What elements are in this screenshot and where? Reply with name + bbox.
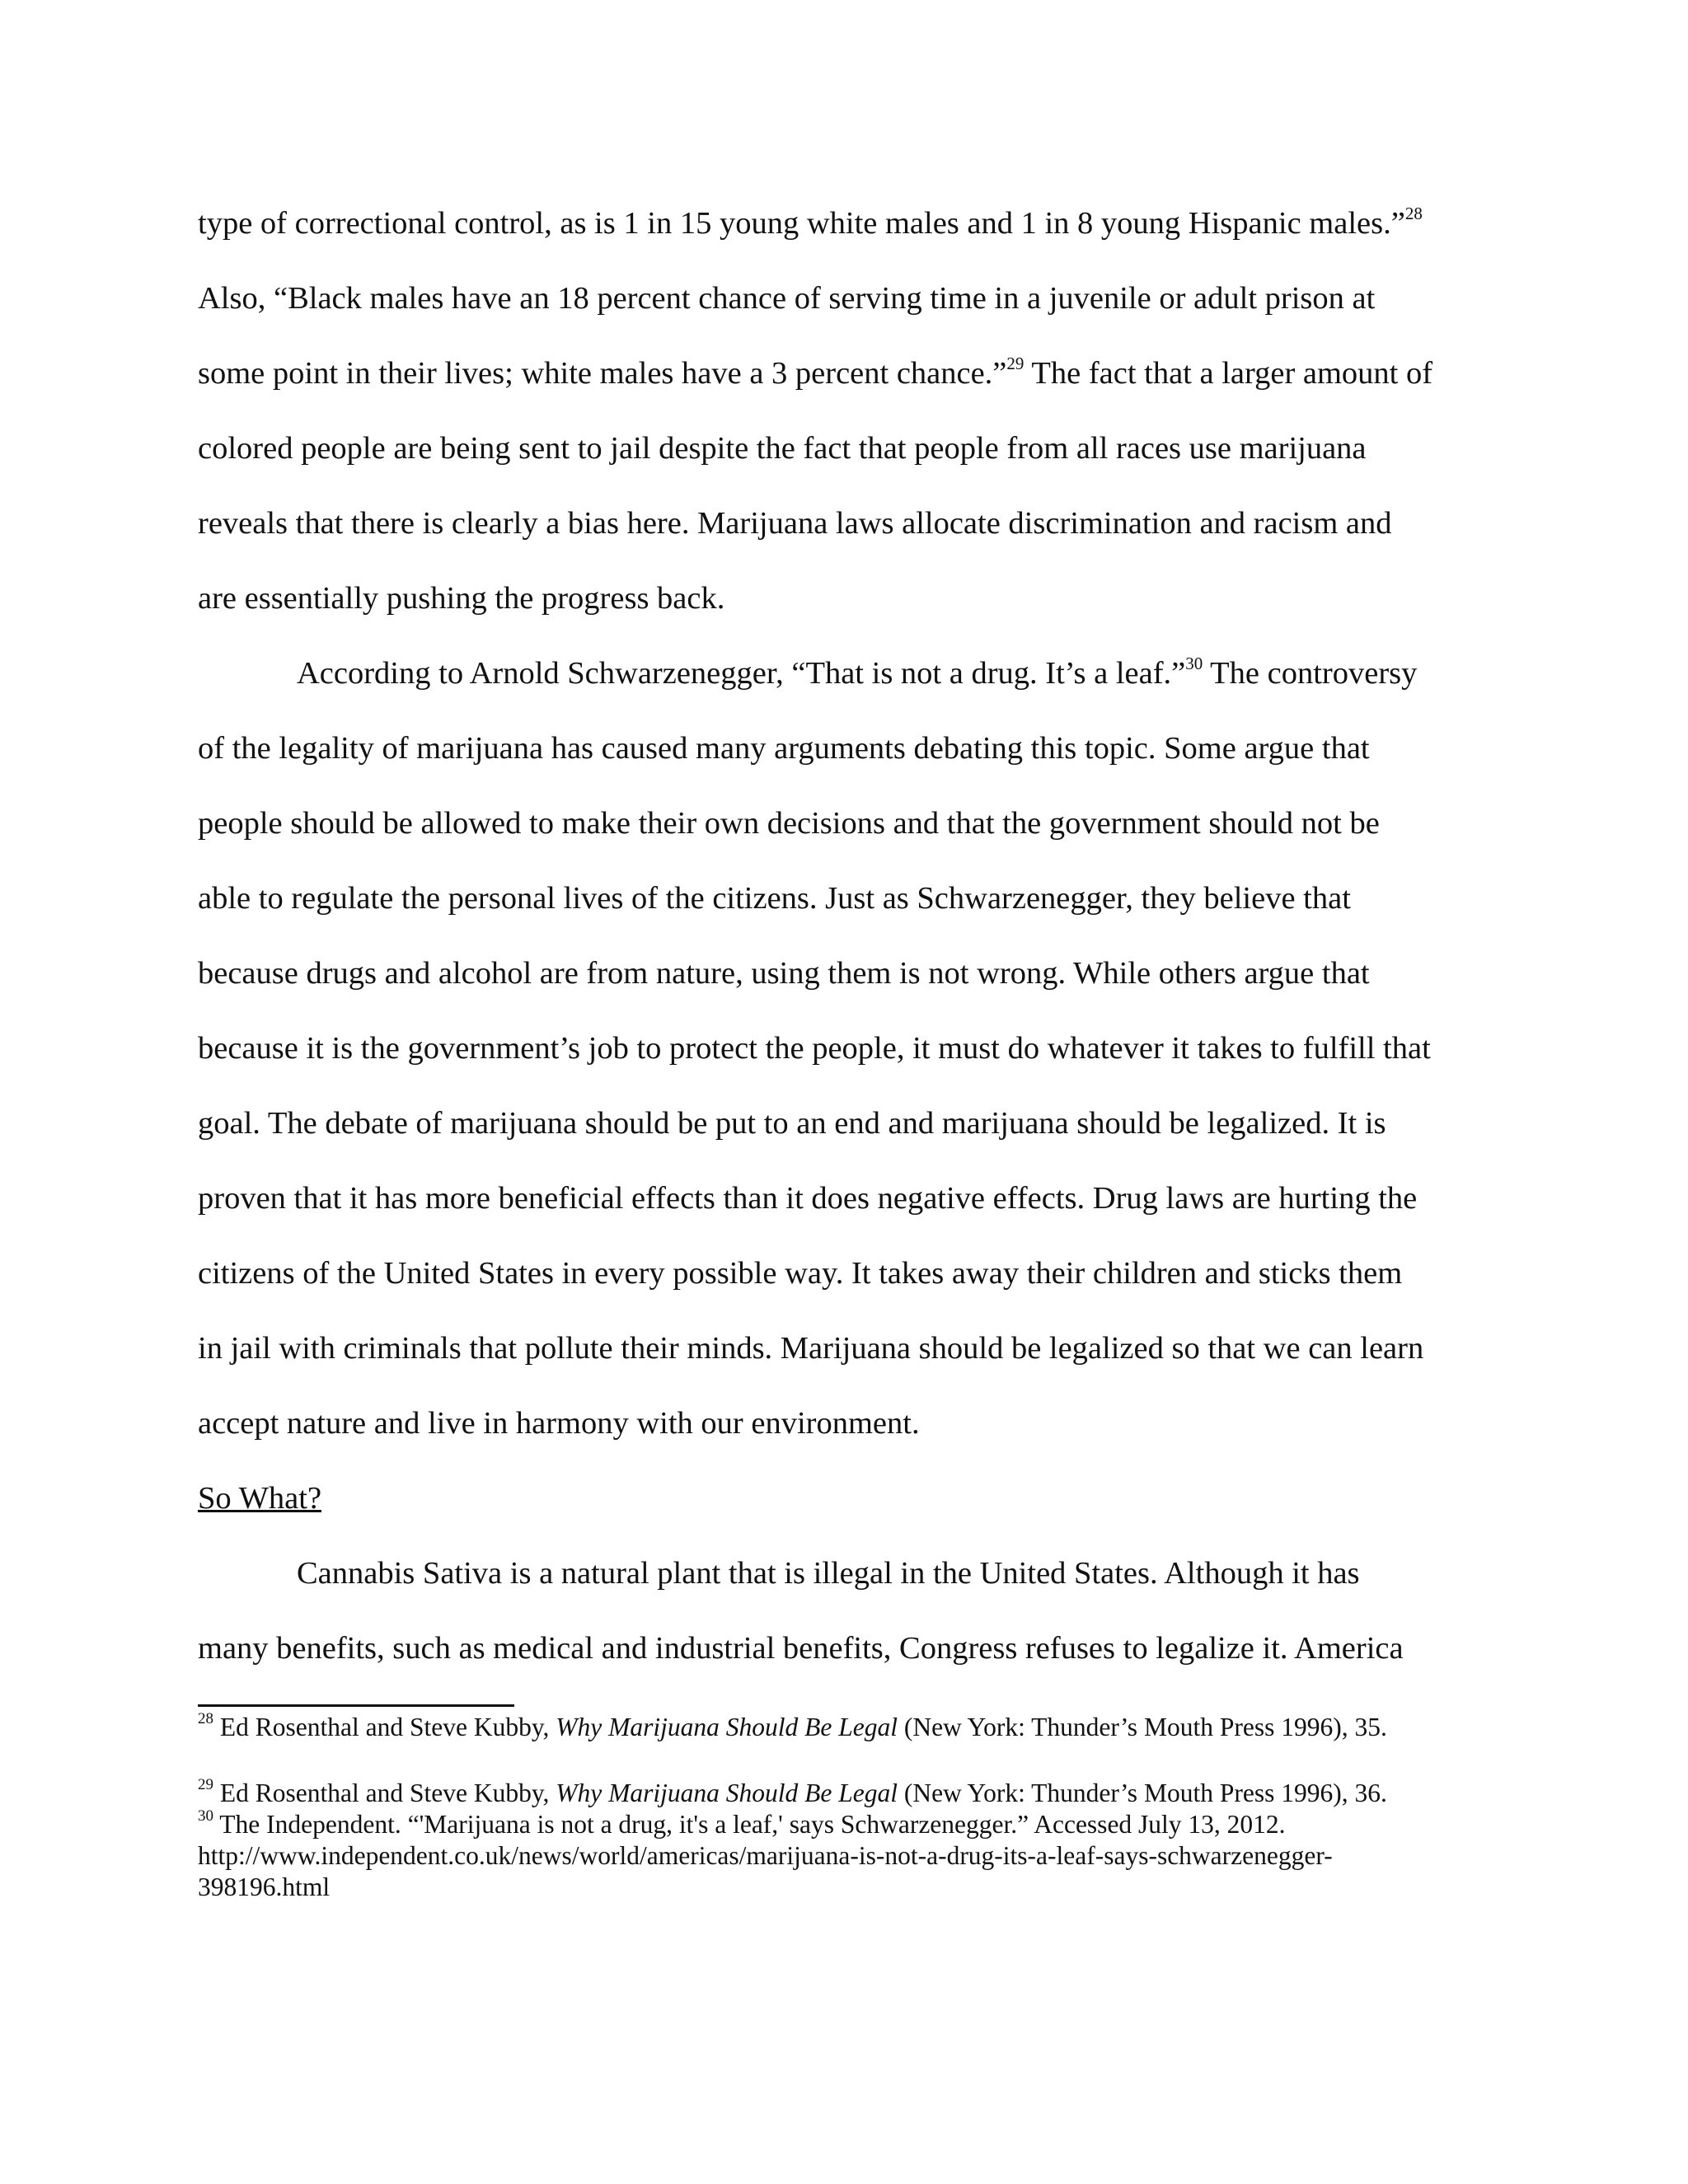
footnote-text: (New York: Thunder’s Mouth Press 1996), 36. [897, 1779, 1387, 1807]
paragraph-line: many benefits, such as medical and industrial benefits, Congress refuses to legalize it. America [198, 1631, 1404, 1666]
footnote-30 [198, 1808, 1286, 1841]
line-text: The fact that a larger amount of [1024, 356, 1433, 391]
footnote-number: 30 [198, 1807, 213, 1825]
paragraph-line: reveals that there is clearly a bias here. Marijuana laws allocate discrimination and racism and [198, 506, 1392, 541]
footnote-ref-30[interactable]: 30 [1185, 653, 1203, 673]
section-heading-line [198, 1461, 1500, 1536]
paragraph-line [198, 336, 1500, 411]
paragraph-line: in jail with criminals that pollute their minds. Marijuana should be legalized so that we can learn [198, 1331, 1424, 1366]
section-heading: So What? [198, 1481, 322, 1516]
paragraph-line: proven that it has more beneficial effects than it does negative effects. Drug laws are hurting the [198, 1181, 1418, 1216]
paragraph-line: citizens of the United States in every possible way. It takes away their children and sticks them [198, 1256, 1403, 1291]
paragraph-line: Also, “Black males have an 18 percent chance of serving time in a juvenile or adult prison at [198, 281, 1376, 316]
paragraph-line: colored people are being sent to jail despite the fact that people from all races use marijuana [198, 431, 1367, 466]
body-text [198, 186, 1500, 1686]
line-text: The controversy [1203, 656, 1418, 691]
paragraph-line: accept nature and live in harmony with our environment. [198, 1406, 920, 1441]
footnote-ref-28[interactable]: 28 [1404, 203, 1423, 223]
footnote-29 [198, 1777, 1387, 1810]
paragraph-line: goal. The debate of marijuana should be put to an end and marijuana should be legalized. It is [198, 1106, 1386, 1141]
line-text: some point in their lives; white males have a 3 percent chance.” [198, 356, 1007, 391]
paragraph-line: because drugs and alcohol are from nature, using them is not wrong. While others argue that [198, 956, 1370, 991]
paragraph-line: because it is the government’s job to protect the people, it must do whatever it takes to fulfill that [198, 1031, 1431, 1066]
footnote-text: Ed Rosenthal and Steve Kubby, [213, 1779, 556, 1807]
paragraph-line: Cannabis Sativa is a natural plant that is illegal in the United States. Although it has [297, 1556, 1360, 1591]
line-text: According to Arnold Schwarzenegger, “That is not a drug. It’s a leaf.” [297, 656, 1186, 691]
footnote-text: (New York: Thunder’s Mouth Press 1996), 35. [897, 1713, 1387, 1741]
paragraph-line: people should be allowed to make their own decisions and that the government should not be [198, 806, 1380, 841]
line-text: type of correctional control, as is 1 in 15 young white males and 1 in 8 young Hispanic males.” [198, 206, 1405, 241]
paragraph-line: of the legality of marijuana has caused many arguments debating this topic. Some argue that [198, 731, 1370, 766]
footnote-title: Why Marijuana Should Be Legal [556, 1779, 898, 1807]
footnote-number: 29 [198, 1776, 213, 1794]
footnote-text: The Independent. “'Marijuana is not a drug, it's a leaf,' says Schwarzenegger.” Accessed July 13, 2012. [213, 1810, 1286, 1839]
paragraph-line: able to regulate the personal lives of the citizens. Just as Schwarzenegger, they believe that [198, 881, 1351, 916]
footnote-ref-29[interactable]: 29 [1006, 353, 1025, 373]
footnote-30-url[interactable]: http://www.independent.co.uk/news/world/americas/marijuana-is-not-a-drug-its-a-leaf-says-schwarzenegger- [198, 1841, 1333, 1870]
footnote-number: 28 [198, 1710, 213, 1728]
footnote-28 [198, 1711, 1387, 1744]
paragraph-line [198, 186, 1500, 261]
footnote-title: Why Marijuana Should Be Legal [556, 1713, 898, 1741]
paragraph-line [198, 636, 1500, 711]
footnote-separator [198, 1704, 514, 1707]
footnote-text: Ed Rosenthal and Steve Kubby, [213, 1713, 556, 1741]
footnote-30-url-cont[interactable]: 398196.html [198, 1872, 331, 1901]
paragraph-line: are essentially pushing the progress back. [198, 581, 725, 616]
